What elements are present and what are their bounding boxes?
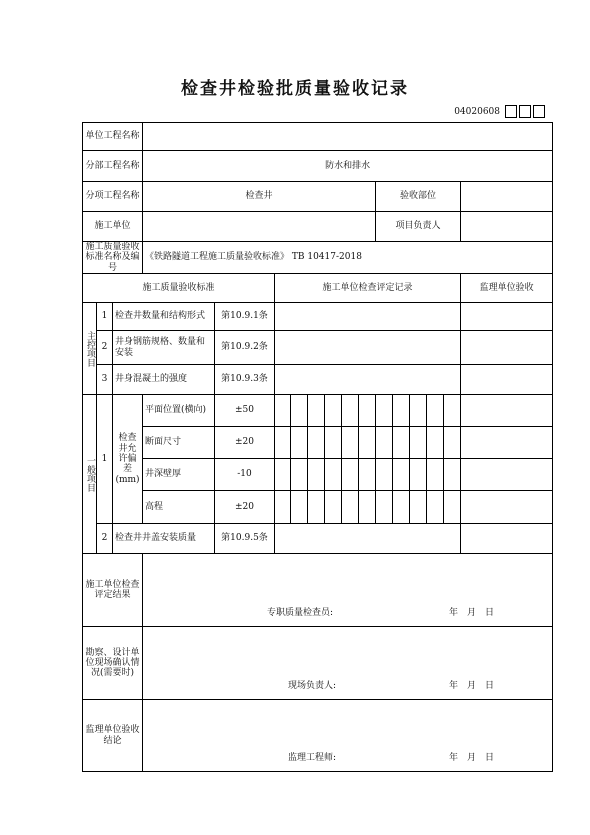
sign-date: 年 月 日 bbox=[449, 752, 495, 763]
record-column-header: 施工单位检查评定记录 bbox=[275, 274, 461, 303]
measure-cell[interactable] bbox=[275, 491, 291, 524]
supervision-cell[interactable] bbox=[461, 427, 553, 459]
measure-cell[interactable] bbox=[308, 427, 325, 459]
unit-project-value[interactable] bbox=[143, 123, 553, 151]
main-control-row-2 bbox=[83, 331, 553, 365]
item-number: 2 bbox=[97, 331, 113, 365]
item-clause: 第10.9.2条 bbox=[215, 331, 275, 365]
subitem-label: 分项工程名称 bbox=[83, 182, 143, 212]
record-cell[interactable] bbox=[275, 303, 461, 331]
deviation-value: -10 bbox=[215, 459, 275, 491]
item-number: 2 bbox=[97, 524, 113, 554]
division-value[interactable]: 防水和排水 bbox=[143, 151, 553, 182]
unit-project-label: 单位工程名称 bbox=[83, 123, 143, 151]
standard-value: 《铁路隧道工程施工质量验收标准》 TB 10417-2018 bbox=[143, 242, 553, 274]
sign-area[interactable] bbox=[143, 554, 553, 627]
measure-cell[interactable] bbox=[308, 459, 325, 491]
project-manager-value[interactable] bbox=[461, 212, 553, 242]
measure-cell[interactable] bbox=[291, 459, 308, 491]
item-clause: 第10.9.1条 bbox=[215, 303, 275, 331]
main-control-label: 主控项目 bbox=[85, 330, 95, 367]
standard-label: 施工质量验收标准名称及编号 bbox=[83, 242, 143, 274]
deviation-name: 平面位置(横向) bbox=[143, 395, 215, 427]
main-control-row-1 bbox=[83, 303, 553, 331]
deviation-row-2 bbox=[83, 427, 553, 459]
measure-cell[interactable] bbox=[393, 491, 410, 524]
general-label-cell bbox=[83, 395, 97, 554]
form-code-area bbox=[454, 103, 545, 120]
inspection-form-table bbox=[82, 122, 553, 772]
form-code: 04020608 bbox=[454, 106, 500, 117]
measure-cell[interactable] bbox=[410, 395, 427, 427]
supervision-cell[interactable] bbox=[461, 491, 553, 524]
measure-cell[interactable] bbox=[275, 427, 291, 459]
measure-cell[interactable] bbox=[308, 395, 325, 427]
deviation-value: ±20 bbox=[215, 427, 275, 459]
measure-cell[interactable] bbox=[393, 395, 410, 427]
item-name: 井身钢筋规格、数量和安装 bbox=[113, 331, 215, 365]
acceptance-part-label: 验收部位 bbox=[376, 182, 461, 212]
measure-cell[interactable] bbox=[444, 395, 461, 427]
measure-cell[interactable] bbox=[308, 491, 325, 524]
record-cell[interactable] bbox=[275, 331, 461, 365]
item-number: 1 bbox=[97, 395, 113, 524]
measure-cell[interactable] bbox=[427, 395, 444, 427]
measure-cell[interactable] bbox=[427, 491, 444, 524]
page-title: 检查井检验批质量验收记录 bbox=[181, 79, 409, 99]
measure-cell[interactable] bbox=[325, 491, 342, 524]
project-manager-label: 项目负责人 bbox=[376, 212, 461, 242]
supervision-cell[interactable] bbox=[461, 395, 553, 427]
main-control-label-cell bbox=[83, 303, 97, 395]
row-construction-unit bbox=[83, 212, 553, 242]
deviation-value: ±50 bbox=[215, 395, 275, 427]
item-clause: 第10.9.5条 bbox=[215, 524, 275, 554]
signer-label: 现场负责人: bbox=[288, 680, 337, 691]
deviation-group-label: 检查井允许偏差(mm) bbox=[113, 395, 143, 524]
deviation-name: 断面尺寸 bbox=[143, 427, 215, 459]
row-column-headers bbox=[83, 274, 553, 303]
general-label: 一般项目 bbox=[85, 456, 95, 493]
measure-cell[interactable] bbox=[444, 491, 461, 524]
row-division bbox=[83, 151, 553, 182]
measure-cell[interactable] bbox=[359, 427, 376, 459]
deviation-row-3 bbox=[83, 459, 553, 491]
measure-cell[interactable] bbox=[410, 459, 427, 491]
measure-cell[interactable] bbox=[376, 395, 393, 427]
row-standard bbox=[83, 242, 553, 274]
measure-cell[interactable] bbox=[342, 427, 359, 459]
sign-date: 年 月 日 bbox=[449, 680, 495, 691]
code-box-2[interactable] bbox=[519, 105, 531, 118]
deviation-row-4 bbox=[83, 491, 553, 524]
supervision-column-header: 监理单位验收 bbox=[461, 274, 553, 303]
measure-cell[interactable] bbox=[376, 491, 393, 524]
signer-label: 专职质量检查员: bbox=[267, 607, 334, 618]
main-control-row-3 bbox=[83, 365, 553, 395]
sign-area[interactable] bbox=[143, 700, 553, 772]
division-label: 分部工程名称 bbox=[83, 151, 143, 182]
deviation-row-1 bbox=[83, 395, 553, 427]
measure-cell[interactable] bbox=[342, 491, 359, 524]
measure-cell[interactable] bbox=[359, 491, 376, 524]
sign-row-supervision bbox=[83, 700, 553, 772]
item-name: 检查井井盖安装质量 bbox=[113, 524, 215, 554]
sign-row-construction bbox=[83, 554, 553, 627]
item-clause: 第10.9.3条 bbox=[215, 365, 275, 395]
measure-cell[interactable] bbox=[444, 459, 461, 491]
measure-cell[interactable] bbox=[359, 395, 376, 427]
measure-cell[interactable] bbox=[410, 491, 427, 524]
sign-row-design bbox=[83, 627, 553, 700]
construction-unit-value[interactable] bbox=[143, 212, 376, 242]
construction-unit-label: 施工单位 bbox=[83, 212, 143, 242]
measure-cell[interactable] bbox=[291, 395, 308, 427]
general-row-2 bbox=[83, 524, 553, 554]
measure-cell[interactable] bbox=[376, 427, 393, 459]
measure-cell[interactable] bbox=[291, 427, 308, 459]
measure-cell[interactable] bbox=[275, 395, 291, 427]
item-number: 3 bbox=[97, 365, 113, 395]
row-unit-project bbox=[83, 123, 553, 151]
measure-cell[interactable] bbox=[359, 459, 376, 491]
item-number: 1 bbox=[97, 303, 113, 331]
supervision-cell[interactable] bbox=[461, 303, 553, 331]
deviation-name: 高程 bbox=[143, 491, 215, 524]
measure-cell[interactable] bbox=[325, 427, 342, 459]
measure-cell[interactable] bbox=[275, 459, 291, 491]
measure-cell[interactable] bbox=[342, 395, 359, 427]
measure-cell[interactable] bbox=[393, 459, 410, 491]
criteria-column-header: 施工质量验收标准 bbox=[83, 274, 275, 303]
row-subitem bbox=[83, 182, 553, 212]
item-name: 检查井数量和结构形式 bbox=[113, 303, 215, 331]
measure-cell[interactable] bbox=[393, 427, 410, 459]
code-box-1[interactable] bbox=[505, 105, 517, 118]
measure-cell[interactable] bbox=[376, 459, 393, 491]
sign-label: 监理单位验收结论 bbox=[83, 700, 143, 772]
record-cell[interactable] bbox=[275, 365, 461, 395]
measure-cell[interactable] bbox=[427, 427, 444, 459]
signer-label: 监理工程师: bbox=[288, 752, 337, 763]
measure-cell[interactable] bbox=[444, 427, 461, 459]
measure-cell[interactable] bbox=[410, 427, 427, 459]
item-name: 井身混凝土的强度 bbox=[113, 365, 215, 395]
deviation-name: 井深壁厚 bbox=[143, 459, 215, 491]
supervision-cell[interactable] bbox=[461, 331, 553, 365]
code-box-3[interactable] bbox=[533, 105, 545, 118]
measure-cell[interactable] bbox=[427, 459, 444, 491]
supervision-cell[interactable] bbox=[461, 365, 553, 395]
supervision-cell[interactable] bbox=[461, 459, 553, 491]
measure-cell[interactable] bbox=[325, 395, 342, 427]
acceptance-part-value[interactable] bbox=[461, 182, 553, 212]
deviation-value: ±20 bbox=[215, 491, 275, 524]
supervision-cell[interactable] bbox=[461, 524, 553, 554]
sign-date: 年 月 日 bbox=[449, 607, 495, 618]
measure-cell[interactable] bbox=[291, 491, 308, 524]
measure-cell[interactable] bbox=[325, 459, 342, 491]
sign-label: 施工单位检查评定结果 bbox=[83, 554, 143, 627]
sign-label: 勘察、设计单位现场确认情况(需要时) bbox=[83, 627, 143, 700]
record-cell[interactable] bbox=[275, 524, 461, 554]
measure-cell[interactable] bbox=[342, 459, 359, 491]
subitem-value[interactable]: 检查井 bbox=[143, 182, 376, 212]
sign-area[interactable] bbox=[143, 627, 553, 700]
